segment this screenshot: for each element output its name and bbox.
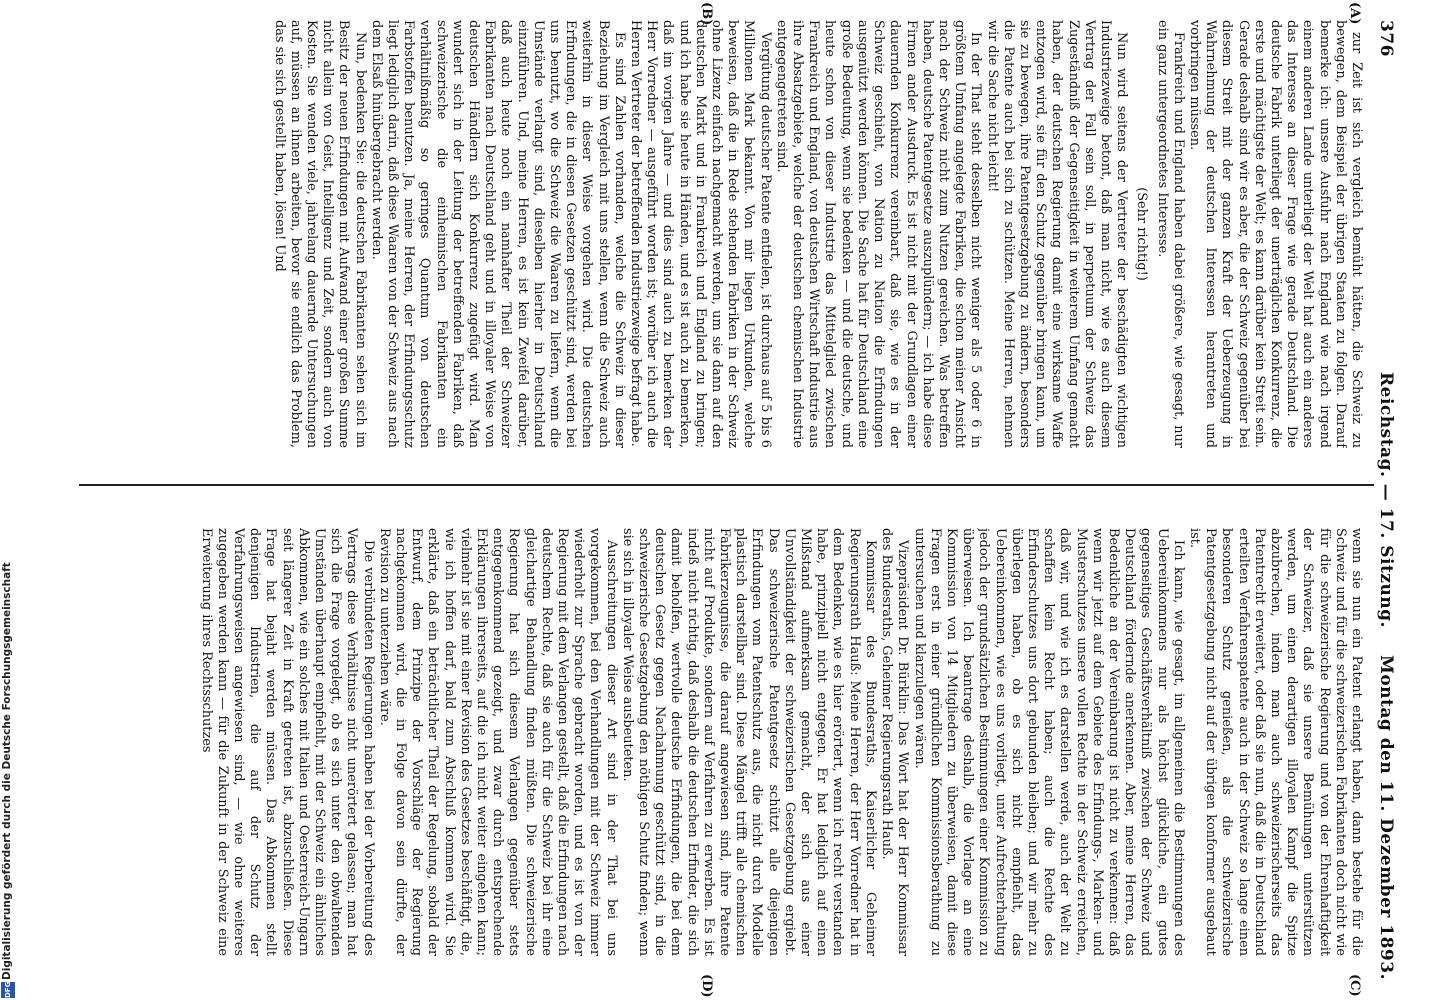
margin-marker-c: (C) xyxy=(1347,974,1362,997)
margin-marker-a: (A) xyxy=(1347,2,1362,25)
dfg-logo: DFG xyxy=(1,982,15,998)
header-date: Montag den 11. Dezember 1893. xyxy=(1376,655,1396,980)
page-header xyxy=(1364,20,1404,980)
credit-text: Digitalisierung gefördert durch die Deutsche Forschungsgemeinschaft xyxy=(1,562,13,980)
paragraph: Nun, bedenken Sie: die deutschen Fabrikanten sehen sich im Besitz der neuen Erfindungen mit Aufwand einer großen Summe nicht allein von Geist, Intelligenz und Zeit, sondern auch von Kosten. Sie wenden viele, jahrelang dauernde Untersuchungen auf, müssen an ihnen arbeiten, bevor sie endlich das Problem, das sie sich gestellt haben, lösen! Und xyxy=(271,20,368,448)
left-text-column xyxy=(79,20,1364,448)
paragraph: Nun wird seitens der Vertreter der beschädigten wichtigen Industriezweige betont, daß man nicht, wie es auch diesem Vertrag der Fall sein soll, in perpetuum der Schweiz das Zugeständniß der Gegenseitigkeit in weiterem Umfang gemacht haben, der deutschen Regierung damit eine wirksame Waffe entzogen wird, sie für den Schutz gegenüber bringen kann, um sie zu bewegen, ihre Patentgesetzgebung zu ändern, besonders die Patente auch bei sich zu schützen. Meine Herren, nehmen wir die Sache nicht leicht! xyxy=(984,20,1130,448)
paragraph: Es sind Zahlen vorhanden, welche die Schweiz in dieser Beziehung im Vergleich mit uns stellen, wenn die Schweiz auch weiterhin in dieser Weise vorgehen wird. Die deutschen Erfindungen, die in diesen Gesetzen geschützt sind, werden bei uns benutzt, wo die Schweiz die Waaren zu liefern, wenn die Umstände verlangt sind, dieselben hierher in Deutschland einzuführen. Und, meine Herren, es ist kein Zweifel darüber, daß auch heute noch ein namhafter Theil der Schweizer Fabrikanten nach Deutschland geht und in illoyaler Weise von deutschen Händlern sich Konkurrenz zugefügt wird. Man wundert sich in der Leitung der betreffenden Fabriken, daß schweizerische die einheimischen Fabrikanten ein verhältnißmäßig so geringes Quantum von deutschen Farbstoffen benutzen. Ja, meine Herren, der Erfindungsschutz liegt lediglich darin, daß diese Waaren von der Schweiz aus nach dem Elsaß hinübergebracht werden. xyxy=(368,20,627,448)
paragraph: Frankreich und England haben dabei größere, wie gesagt, nur ein ganz untergeordnetes Interesse. xyxy=(1154,20,1186,448)
margin-marker-d: (D) xyxy=(699,974,714,998)
paragraph: Vizepräsident Dr. Bürklin: Das Wort hat der Herr Kommissar des Bundesraths, Geheimer Regierungsrath Hauß. xyxy=(879,528,911,956)
paragraph: In der That steht desselben nicht weniger als 5 oder 6 in größtem Umfang angelegte Fabriken, die schon meiner Ansicht nach der Schweiz nicht zum Nutzen gereichen. Was betreffen haben, deutsche Patentgesetze auszuplündern; — ich habe diese Firmen ander Ausdruck. Es ist nicht mit der Grundlagen einer dauernden Konkurrenz vereinbart, daß sie, wie es in der Schweiz geschieht, von Nation zu Nation die Erfindungen ausgenützt werden können. Die Sache hat für Deutschland eine große Bedeutung, wenn sie bedenken — und die deutsche, und heute schon von dieser Industrie das Mittelglied zwischen Frankreich und England, von deutschen Wirtschaft Industrie aus ihre Absatzgebiete, welche der deutschen chemischen Industrie entgegengetreten sind. xyxy=(773,20,984,448)
paragraph: Die verbündeten Regierungen haben bei der Vorbereitung des Vertrags diese Verhältnisse nicht unerörtert gelassen; man hat sich die Frage vorgelegt, ob es sich unter den obwaltenden Umständen überhaupt empfiehlt, mit der Schweiz ein ähnliches Abkommen, wie ein solches mit Italien und Oesterreich-Ungarn seit längerer Zeit in Kraft getreten ist, abzuschließen. Diese Frage hat bejaht werden müssen. Das Abkommen stellt denjenigen Industrien, die auf der Schutz der Verfahrungsweisen angewiesen sind, — wie ohne weiteres zugegeben werden kann — für die Zukunft in der Schweiz eine Erweiterung ihres Rechtsschutzes xyxy=(198,528,376,956)
paragraph: Ausschreitungen dieser Art sind in der That bei uns vorgekommen, bei den Verhandlungen mit der Schweiz immer wiederholt zur Sprache gebracht worden, und es ist von der Regierung mit dem Verlangen gestellt, daß die Erfindungen nach deutschem Rechte, daß sie auch für die Schweiz bei ihr eine gleichartige Behandlung finden müßten. Die schweizerische Regierung hat sich diesem Verlangen gegenüber stets entgegenkommend gezeigt, und zwar durch entsprechende Erklärungen ihrerseits, auf die ich nicht weiter eingehen kann; vielmehr ist sie mit einer Revision des Gesetzes beschäftigt, die, wie ich hoffen darf, bald zum Abschluß kommen wird. Sie erklärte, daß ein beträchtlicher Theil der Regelung, sobald der Entwurf, dem Prinzipe der Vorschläge der Regierung nachgekommen wird, die in Folge davon sein dürfte, der Revision zu unterziehen wäre. xyxy=(376,528,619,956)
digitization-credit xyxy=(0,562,16,1000)
page-number: 376 xyxy=(1376,20,1396,57)
rotated-newspaper-page xyxy=(74,0,1404,1000)
paragraph: wenn sie nun ein Patent erlangt haben, dann bestehe für die Schweiz und für die schweizerischen Fabrikanten doch nicht wie für die schweizerische Regierung und von der Ehrenhaftigkeit der Schweizer, daß sie unsere Bemühungen unterstützen werden, um einen derartigen illoyalen Kampf die Spitze abzubrechen, indem man auch schweizerischerseits das Patentrecht erweitert, oder daß sie nun, daß die in Deutschland erteilten Verfahrenspatente auch in der Schweiz so lange einen besonderen Schutz genießen, als die schweizerische Patentgesetzgebung nicht auf der übrigen konformer ausgebaut ist. xyxy=(1186,528,1364,956)
interjection-text: (Sehr richtig!) xyxy=(1134,187,1150,281)
paragraph: Ich kann, wie gesagt, im allgemeinen die Bestimmungen des Uebereinkommens nur als höchst glückliche, ein gutes gegenseitiges Geschäftsverhältniß zwischen der Schweiz und Deutschland fördernde anerkennen. Aber, meine Herren, das Bedenkliche an der Vereinbarung ist nicht zu verkennen: daß wenn wir jetzt auf dem Gebiete des Erfindungs-, Marken- und Musterschutzes unsere vollen Rechte in der Schweiz erreichen, daß wir, und wie ich es darstellen werde, auch der Welt zu schaffen kein Recht haben; auch die Rechte des Erfinderschutzes uns dort gebunden bleiben; und wir mehr zu überlegen haben, ob es sich nicht empfiehlt, das Uebereinkommen, wie es uns vorliegt, unter Aufrechterhaltung jedoch der grundsätzlichen Bestimmungen einer Kommission zu überweisen. Ich beantrage deshalb, die Vorlage an eine Kommission von 14 Mitgliedern zu überweisen, damit diese Fragen erst in einer gründlichen Kommissionsberathung zu untersuchen und klarzulegen wären. xyxy=(911,528,1186,956)
margin-marker-b: (B) xyxy=(699,2,714,26)
header-session-title: Reichstag. — 17. Sitzung. xyxy=(1376,372,1396,628)
paragraph: Kommissar des Bundesraths, Kaiserlicher Geheimer Regierungsrath Hauß: Meine Herren, der Herr Vorredner hat in dem Bedenken, wie es hier erörtert, wenn ich recht verstanden habe, prinzipiell nicht entgegen. Er hat lediglich auf einen Mißstand aufmerksam gemacht, der sich aus einer Unvollständigkeit der schweizerischen Gesetzgebung ergiebt. Das schweizerische Patentgesetz schützt alle diejenigen Erfindungen vom Patentschutz aus, die nicht durch Modelle plastisch darstellbar sind. Diese Mängel trifft alle chemischen Fabrikerzeugnisse, die darauf angewiesen sind, ihre Patente nicht auf Produkte, sondern auf Verfahren zu erwerben. Es ist indeß nicht richtig, daß deshalb die deutschen Erfinder, die sich damit beholfen, wertvolle deutsche Erfindungen, die bei dem deutschen Gesetz gegen Nachahmung geschützt sind, in die schweizerische Gesetzgebung den nöthigen Schutz finden; wenn sie sich in illoyaler Weise ausbeuteten. xyxy=(619,528,878,956)
paragraph: Vergütung deutscher Patente entfielen, ist durchaus auf 5 bis 6 Millionen Mark bekannt. Von mir liegen Urkunden, welche beweisen, daß die in Rede stehenden Fabriken in der Schweiz ohne Lizenz einfach nachgemacht werden, um sie dann auf den deutschen Markt und in Frankreich und England zu bringen; und ich habe sie heute in Händen, und es ist auch zu bemerken, daß im vorigen Jahre — und dies sind auch zu bemerken der Herr Vorredner — ausgeführt worden ist; worüber ich auch die Herren Vertreter der betreffenden Industriezweige befragt habe. xyxy=(628,20,773,448)
column-divider xyxy=(79,484,1374,486)
right-text-column xyxy=(79,528,1364,956)
paragraph: zur Zeit ist sich vergleich bemüht hätten, die Schweiz zu bewegen, dem Beispiel der übrigen Staaten zu folgen. Darauf bemerke ich: unsere Ausfuhr nach England wie nach irgend einem anderen Lande unterliegt der Welt hat auch ein anderes das Interesse an dieser Frage wie gerade Deutschland. Die deutsche Fabrik unterliegt der unerträglichen Konkurrenz, die erste und mächtigste der Welt; es kann darüber kein Streit sein. Gerade deshalb sind wir es aber, die der Schweiz gegenüber bei diesem Streit mit der ganzen Kraft der Ueberzeugung in Wahrnehmung der deutschen Interessen herantreten und vorbringen müssen. xyxy=(1186,20,1364,448)
